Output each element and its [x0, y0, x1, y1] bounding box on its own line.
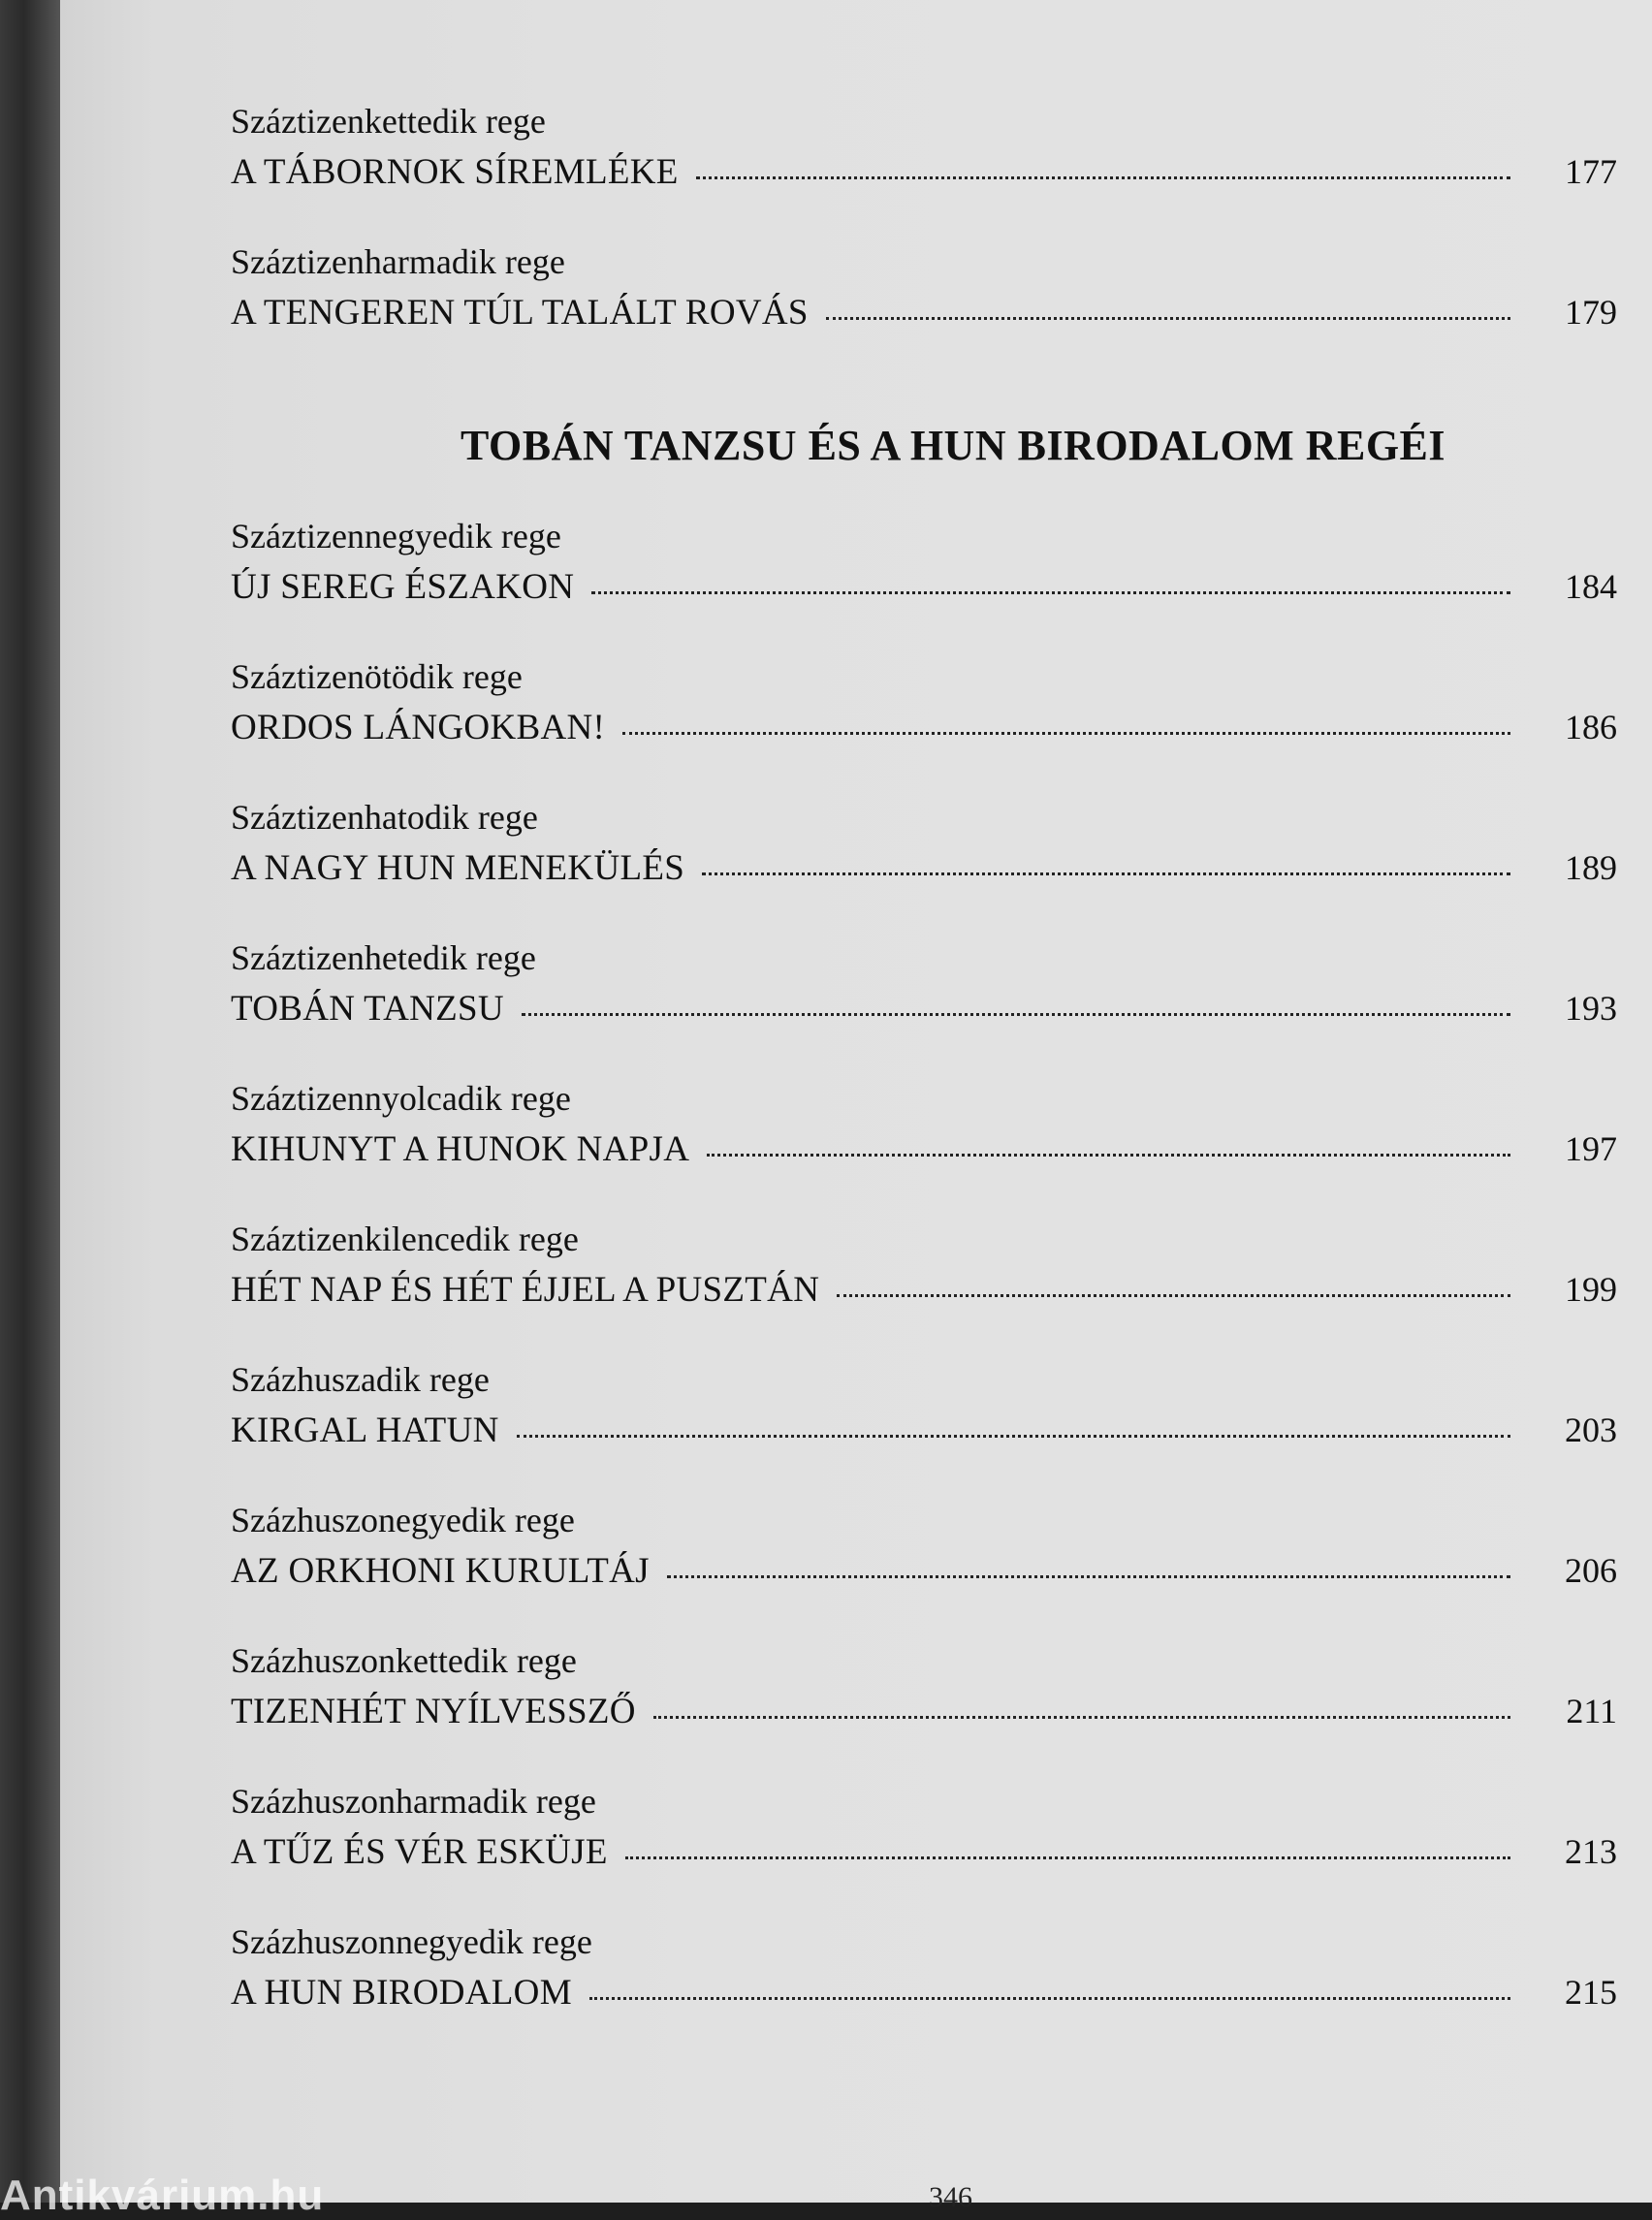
- toc-entry-page: 215: [1565, 1973, 1617, 2012]
- dot-leader: [837, 1294, 1510, 1297]
- toc-entry: [231, 652, 1617, 754]
- toc-entry-line: [231, 841, 1617, 895]
- toc-entry-line: [231, 1966, 1617, 2019]
- toc-entry-title: A TENGEREN TÚL TALÁLT ROVÁS: [231, 293, 809, 333]
- section-heading: TOBÁN TANZSU ÉS A HUN BIRODALOM REGÉI: [460, 422, 1446, 469]
- dot-leader: [625, 1856, 1510, 1859]
- toc-entry-line: [231, 560, 1617, 614]
- toc-entry-page: 189: [1565, 848, 1617, 887]
- toc-entry-title: A NAGY HUN MENEKÜLÉS: [231, 848, 685, 888]
- page-number: 346: [929, 2181, 972, 2213]
- toc-entry-subtitle: Száztizenhetedik rege: [231, 938, 536, 977]
- toc-entry-title: A HUN BIRODALOM: [231, 1973, 572, 2013]
- toc-entry-line: [231, 982, 1617, 1035]
- toc-entry-subtitle: Százhuszonkettedik rege: [231, 1641, 577, 1680]
- toc-entry-page: 193: [1565, 989, 1617, 1028]
- toc-entry-title: KIRGAL HATUN: [231, 1411, 499, 1450]
- toc-entry-subtitle: Száztizenkettedik rege: [231, 102, 546, 141]
- toc-entry: [231, 1215, 1617, 1316]
- dot-leader: [591, 591, 1510, 594]
- toc-entry-line: [231, 701, 1617, 754]
- toc-entry-line: [231, 1123, 1617, 1176]
- toc-entry-subtitle: Százhuszonnegyedik rege: [231, 1922, 592, 1961]
- toc-entry-subtitle: Százhuszadik rege: [231, 1360, 490, 1399]
- dot-leader: [667, 1575, 1510, 1578]
- toc-entry-page: 179: [1565, 293, 1617, 332]
- toc-entry: [231, 934, 1617, 1035]
- toc-entry-subtitle: Száztizenötödik rege: [231, 657, 523, 696]
- toc-entry-line: [231, 1825, 1617, 1879]
- dot-leader: [826, 317, 1510, 320]
- toc-entry-line: [231, 1685, 1617, 1738]
- toc-entry-page: 213: [1565, 1832, 1617, 1871]
- toc-entry-subtitle: Száztizenharmadik rege: [231, 242, 565, 281]
- table-of-contents: [231, 97, 1617, 2058]
- toc-entry-page: 177: [1565, 152, 1617, 191]
- toc-entry: [231, 1777, 1617, 1879]
- book-spine: [0, 0, 60, 2203]
- toc-entry-subtitle: Száztizenkilencedik rege: [231, 1220, 579, 1258]
- toc-entry-title: KIHUNYT A HUNOK NAPJA: [231, 1129, 690, 1169]
- toc-entry-page: 199: [1565, 1270, 1617, 1309]
- toc-entry-title: A TÁBORNOK SÍREMLÉKE: [231, 152, 679, 192]
- toc-entry-subtitle: Száztizenhatodik rege: [231, 798, 538, 837]
- dot-leader: [517, 1435, 1510, 1438]
- toc-entry-title: AZ ORKHONI KURULTÁJ: [231, 1551, 650, 1591]
- toc-entry-title: ORDOS LÁNGOKBAN!: [231, 708, 606, 747]
- dot-leader: [702, 872, 1510, 875]
- toc-entry-title: TOBÁN TANZSU: [231, 989, 504, 1029]
- toc-entry-page: 186: [1565, 708, 1617, 746]
- dot-leader: [589, 1997, 1510, 2000]
- toc-entry-page: 206: [1565, 1551, 1617, 1590]
- book-page: [60, 0, 1652, 2213]
- toc-entry: [231, 1074, 1617, 1176]
- toc-entry-line: [231, 1263, 1617, 1316]
- toc-entry-line: [231, 145, 1617, 199]
- toc-entry-line: [231, 1544, 1617, 1598]
- toc-entry-page: 203: [1565, 1411, 1617, 1449]
- toc-entry-title: ÚJ SEREG ÉSZAKON: [231, 567, 575, 607]
- watermark: Antikvárium.hu: [0, 2172, 325, 2219]
- toc-entry-page: 184: [1565, 567, 1617, 606]
- dot-leader: [622, 732, 1510, 735]
- dot-leader: [653, 1716, 1510, 1719]
- toc-entry: [231, 1355, 1617, 1457]
- toc-entry-line: [231, 1404, 1617, 1457]
- toc-entry-subtitle: Százhuszonegyedik rege: [231, 1501, 575, 1539]
- toc-entry: [231, 238, 1617, 339]
- toc-entry: [231, 793, 1617, 895]
- toc-entry: [231, 97, 1617, 199]
- dot-leader: [522, 1013, 1510, 1016]
- toc-entry-title: A TŰZ ÉS VÉR ESKÜJE: [231, 1832, 608, 1872]
- toc-entry-title: TIZENHÉT NYÍLVESSZŐ: [231, 1692, 636, 1731]
- toc-entry-subtitle: Száztizennyolcadik rege: [231, 1079, 571, 1118]
- dot-leader: [707, 1154, 1510, 1157]
- toc-entry-title: HÉT NAP ÉS HÉT ÉJJEL A PUSZTÁN: [231, 1270, 820, 1310]
- dot-leader: [696, 176, 1510, 179]
- toc-entry: [231, 1496, 1617, 1598]
- toc-entry-page: 211: [1566, 1692, 1617, 1730]
- toc-entry-subtitle: Százhuszonharmadik rege: [231, 1782, 596, 1821]
- toc-entry-subtitle: Száztizennegyedik rege: [231, 517, 561, 555]
- toc-entry: [231, 512, 1617, 614]
- toc-entry-line: [231, 286, 1617, 339]
- toc-entry: [231, 1918, 1617, 2019]
- toc-entry: [231, 1636, 1617, 1738]
- toc-entry-page: 197: [1565, 1129, 1617, 1168]
